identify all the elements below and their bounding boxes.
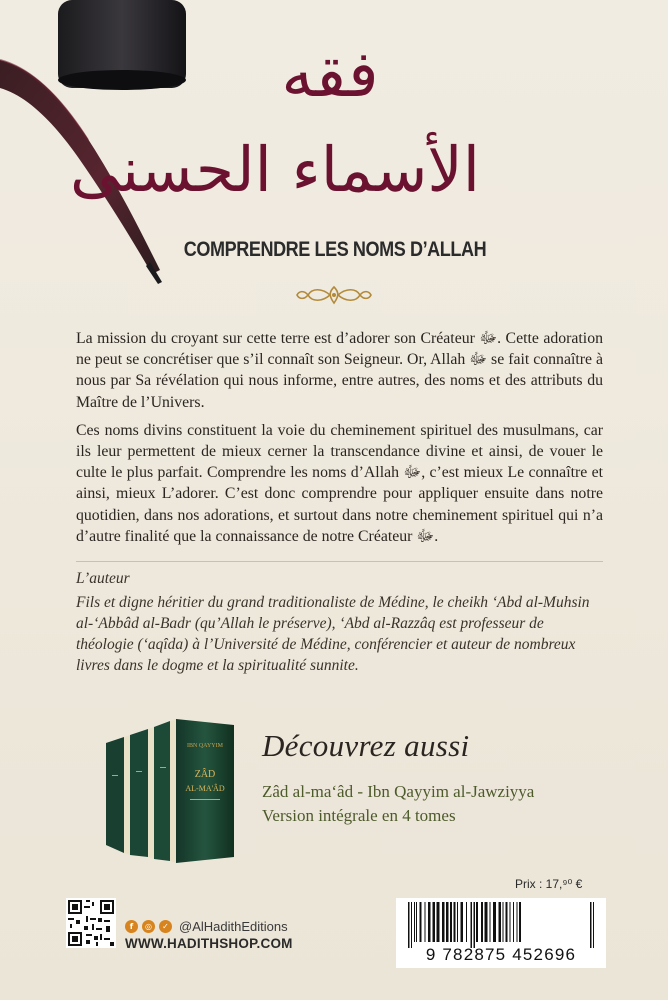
barcode-bar: [457, 902, 458, 942]
svg-text:ZÂD: ZÂD: [194, 769, 216, 780]
barcode-bar: [509, 902, 510, 942]
promo-edition: Version intégrale en 4 tomes: [262, 806, 456, 825]
barcode-bar: [408, 902, 409, 948]
isbn-number: 9 782875 452696: [425, 945, 577, 964]
svg-text:IBN QAYYIM: IBN QAYYIM: [187, 743, 223, 749]
barcode-bar: [481, 902, 483, 942]
description-paragraph-1: La mission du croyant sur cette terre est d’adorer son Créateur ﷻ. Cette adoration ne peut se concrétiser que s’il connaît son Seigneur. Or, Allah ﷻ se fait connaître à nous par Sa révélation qui nous informe, entre autres, des noms et des attributs du Maître de l’Univers.: [76, 330, 603, 411]
barcode-bar: [446, 902, 449, 942]
promo-title: Zâd al-ma‘âd - Ibn Qayyim al-Jawziyya: [262, 782, 535, 801]
social-links: [125, 919, 288, 934]
twitter-icon[interactable]: ✓: [159, 920, 172, 933]
barcode-bar: [437, 902, 440, 942]
barcode-bar: [460, 902, 463, 942]
barcode-bar: [420, 902, 422, 942]
barcode-bar: [454, 902, 456, 942]
svg-text:AL-MA'ÂD: AL-MA'ÂD: [185, 784, 225, 793]
barcode-bar: [506, 902, 508, 942]
barcode-bar: [476, 902, 478, 942]
book-description: [76, 328, 603, 554]
barcode-bar: [450, 902, 452, 942]
instagram-icon[interactable]: ◎: [142, 920, 155, 933]
price-label: Prix : 17,⁹⁰ €: [515, 877, 583, 891]
barcode-bar: [485, 902, 488, 942]
arabic-title-line1: فقه: [281, 38, 379, 112]
arabic-title-line2: الأسماء الحسنى: [70, 133, 480, 206]
facebook-icon[interactable]: f: [125, 920, 138, 933]
barcode-bar: [416, 902, 417, 942]
barcode-bar: [519, 902, 521, 942]
barcode-bar: [499, 902, 501, 942]
barcode-bar: [466, 902, 467, 942]
social-handle[interactable]: @AlHadithEditions: [179, 919, 288, 934]
barcode-bar: [414, 902, 415, 942]
section-divider: [76, 561, 603, 562]
promo-details: [262, 780, 534, 828]
barcode-bar: [513, 902, 514, 942]
arabic-title: [70, 30, 480, 240]
barcode-bar: [490, 902, 491, 942]
ornament-divider-icon: [294, 284, 374, 306]
book-subtitle: COMPRENDRE LES NOMS D’ALLAH: [183, 238, 487, 261]
barcode-bar: [442, 902, 444, 942]
qr-code-icon: [66, 898, 116, 948]
barcode-bar: [411, 902, 412, 948]
barcode-bar: [503, 902, 504, 942]
website-link[interactable]: WWW.HADITHSHOP.COM: [125, 936, 293, 951]
barcode-bar: [424, 902, 425, 942]
barcode-bar: [471, 902, 472, 948]
barcode-icon: [396, 898, 606, 948]
barcode-bar: [593, 902, 594, 948]
author-bio: Fils et digne héritier du grand traditionaliste de Médine, le cheikh ‘Abd al-Muhsin al-‘Abbâd al-Badr (qu’Allah le préserve), ‘Abd al-Razzâq est professeur de théologie (‘aqîda) à l’Université de Médine, conférencier et auteur de nombreux livres dans le dogme et la spiritualité sunnite.: [76, 594, 590, 674]
book-set-illustration: [100, 713, 240, 863]
author-label: L’auteur: [76, 570, 130, 587]
barcode-bar: [433, 902, 435, 942]
barcode-bar: [473, 902, 474, 948]
barcode-bar: [517, 902, 518, 942]
description-paragraph-2: Ces noms divins constituent la voie du cheminement spirituel des musulmans, car ils leur permettent de mieux cerner la transcendance divine et ainsi, de vouer le culte le plus parfait. Comprendre les noms d’Allah ﷻ, c’est mieux Le connaître et ainsi, mieux L’adorer. C’est donc comprendre pour appliquer ensuite dans notre quotidien, dans nos adorations, et surtout dans notre cheminement spirituel qui n’a d’autre finalité que la connaissance de notre Créateur ﷻ.: [76, 421, 603, 545]
promo-heading: Découvrez aussi: [262, 728, 470, 763]
barcode-bar: [428, 902, 431, 942]
barcode-bar: [493, 902, 496, 942]
barcode-bar: [590, 902, 591, 948]
